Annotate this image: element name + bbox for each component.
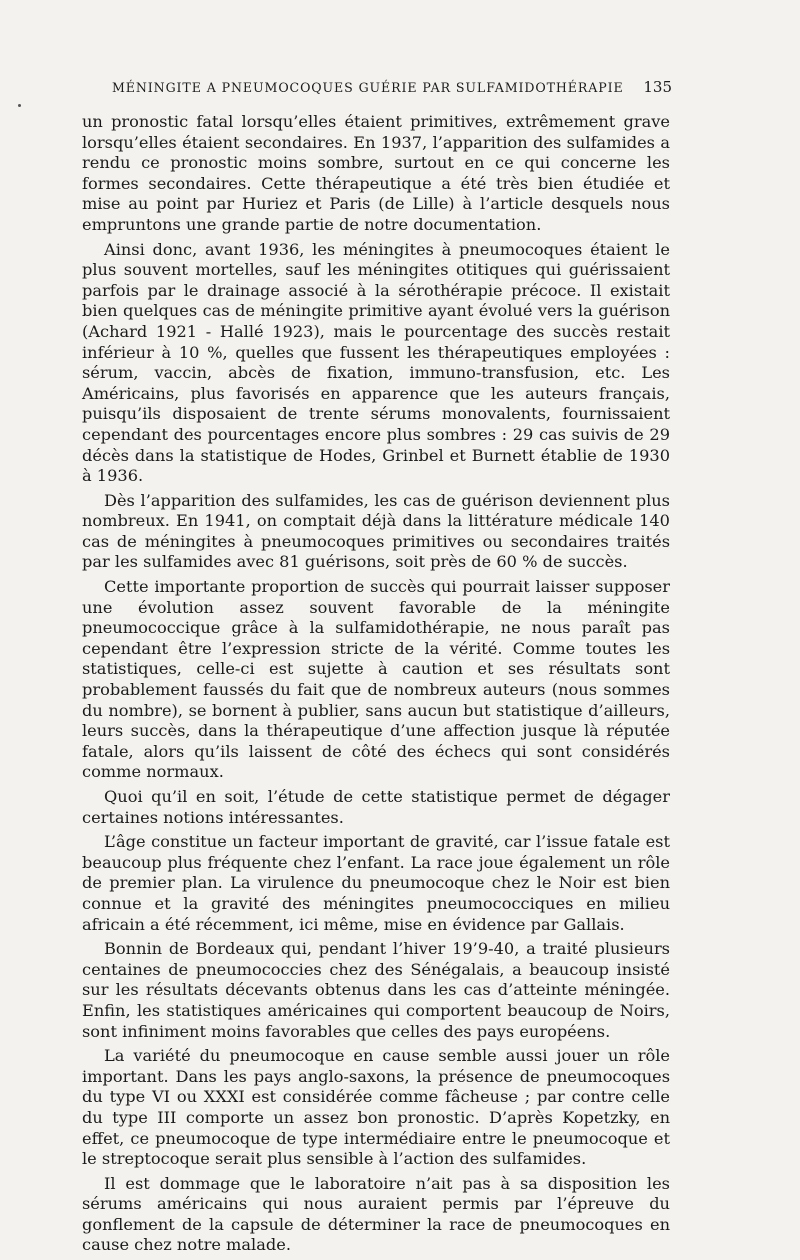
margin-speck (18, 104, 21, 107)
paragraph-laboratory: Il est dommage que le laboratoire n’ait pas à sa disposition les sérums américains qui nous auraient permis par l’épreuve du gonflement de la capsule de déterminer la race de pneumocoques en cause chez notre malade. (82, 1173, 670, 1255)
paragraph-continuation: un pronostic fatal lorsqu’elles étaient primitives, extrêmement grave lorsqu’elles étaient secondaires. En 1937, l’apparition des sulfamides a rendu ce pronostic moins sombre, surtout en ce qui concerne les formes secondaires. Cette thérapeutique a été très bien étudiée et mise au point par Huriez et Paris (de Lille) à l’article desquels nous empruntons une grande partie de notre documentation. (82, 112, 670, 234)
paragraph-notions: Quoi qu’il en soit, l’étude de cette statistique permet de dégager certaines notions intéressantes. (82, 787, 670, 827)
paragraph-variety: La variété du pneumocoque en cause semble aussi jouer un rôle important. Dans les pays anglo-saxons, la présence de pneumocoques du type VI ou XXXI est considérée comme fâcheuse ; par contre celle du type III comporte un assez bon pronostic. D’après Kopetzky, en effet, ce pneumocoque de type intermédiaire entre le pneumocoque et le streptocoque serait plus sensible à l’action des sulfamides. (82, 1046, 670, 1169)
paragraph-age-race: L’âge constitue un facteur important de gravité, car l’issue fatale est beaucoup plus fréquente chez l’enfant. La race joue également un rôle de premier plan. La virulence du pneumocoque chez le Noir est bien connue et la gravité des méningites pneumococciques en milieu africain a été récemment, ici même, mise en évidence par Gallais. (82, 832, 670, 934)
page-number: 135 (643, 78, 672, 96)
paragraph-statistics-caution: Cette importante proportion de succès qui pourrait laisser supposer une évolution assez souvent favorable de la méningite pneumococcique grâce à la sulfamidothérapie, ne nous paraît pas cependant être l’expression stricte de la vérité. Comme toutes les statistiques, celle-ci est sujette à caution et ses résultats sont probablement faussés du fait que de nombreux auteurs (nous sommes du nombre), se bornent à publier, sans aucun but statistique d’ailleurs, leurs succès, dans la thérapeutique d’une affection jusque là réputée fatale, alors qu’ils laissent de côté des échecs qui sont considérés comme normaux. (82, 577, 670, 782)
paragraph-bonnin: Bonnin de Bordeaux qui, pendant l’hiver 19’9-40, a traité plusieurs centaines de pneumococcies chez des Sénégalais, a beaucoup insisté sur les résultats décevants obtenus dans les cas d’atteinte méningée. Enfin, les statistiques américaines qui comportent beaucoup de Noirs, sont infiniment moins favorables que celles des pays européens. (82, 939, 670, 1041)
paragraph-history: Ainsi donc, avant 1936, les méningites à pneumocoques étaient le plus souvent mortelles, sauf les méningites otitiques qui guérissaient parfois par le drainage associé à la sérothérapie précoce. Il existait bien quelques cas de méningite primitive ayant évolué vers la guérison (Achard 1921 - Hallé 1923), mais le pourcentage des succès restait inférieur à 10 %, quelles que fussent les thérapeutiques employées : sérum, vaccin, abcès de fixation, immuno-transfusion, etc. Les Américains, plus favorisés en apparence que les auteurs français, puisqu’ils disposaient de trente sérums monovalents, fournissaient cependant des pourcentages encore plus sombres : 29 cas suivis de 29 décès dans la statistique de Hodes, Grinbel et Burnett établie de 1930 à 1936. (82, 239, 670, 486)
running-header (112, 78, 670, 96)
running-title: MÉNINGITE A PNEUMOCOQUES GUÉRIE PAR SULFAMIDOTHÉRAPIE (112, 80, 624, 95)
book-page (82, 78, 670, 1260)
paragraph-sulfamides: Dès l’apparition des sulfamides, les cas de guérison deviennent plus nombreux. En 1941, on comptait déjà dans la littérature médicale 140 cas de méningites à pneumocoques primitives ou secondaires traités par les sulfamides avec 81 guérisons, soit près de 60 % de succès. (82, 490, 670, 572)
